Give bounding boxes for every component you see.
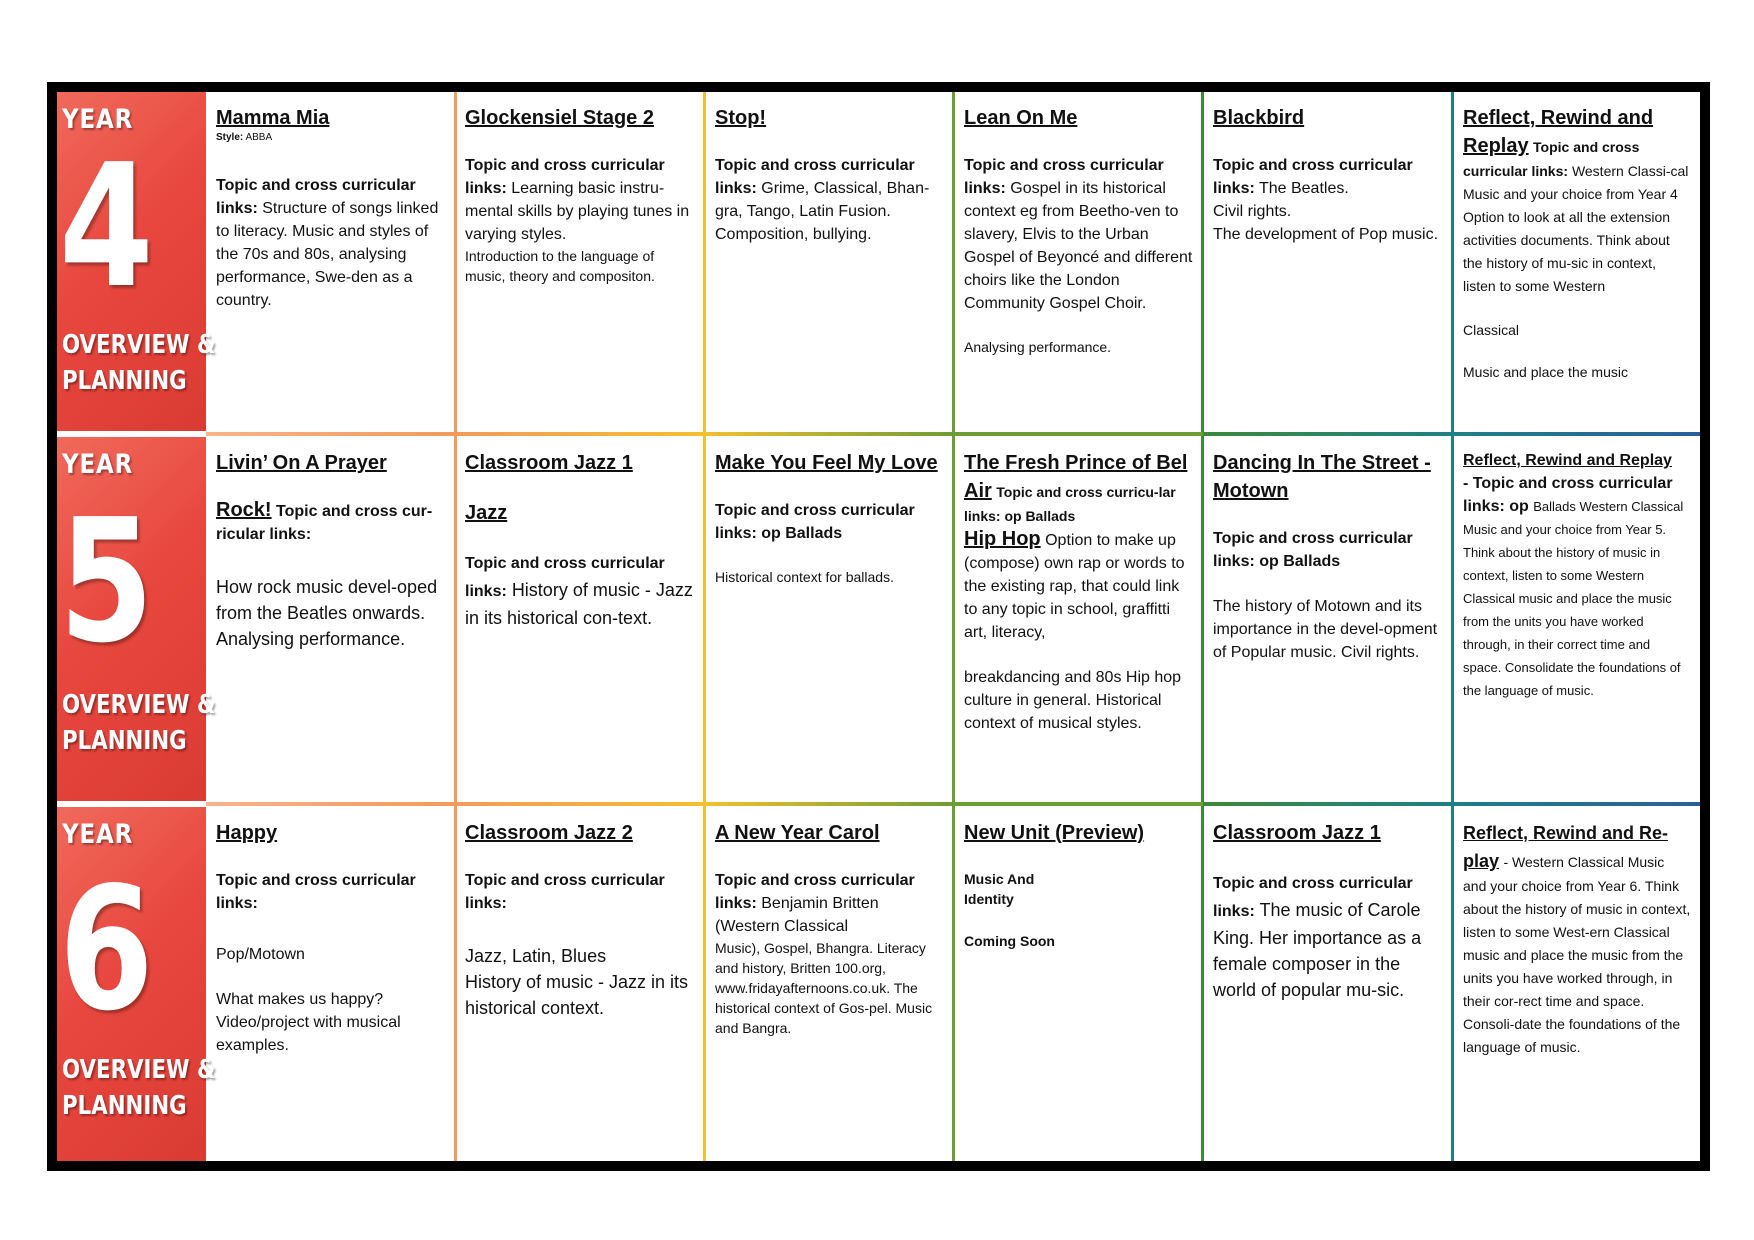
year-5-panel: [57, 437, 216, 801]
unit-cell-new-unit-preview: [954, 807, 1203, 1161]
row-divider-2: [1203, 802, 1453, 806]
unit-title: Dancing In The Street - Motown: [1213, 452, 1431, 502]
unit-cell-classroom-jazz-2: [455, 807, 705, 1161]
overview-planning-label: [62, 1052, 216, 1124]
planning-line: PLANNING: [62, 366, 187, 396]
unit-body: Analysing performance.: [964, 339, 1112, 355]
unit-links: Topic and cross curricular links: History of music - Jazz in its historical con-text.: [465, 555, 693, 628]
unit-title: Livin’ On A Prayer: [216, 452, 387, 474]
overview-line: OVERVIEW &: [62, 1055, 216, 1085]
unit-title: Glockensiel Stage 2: [465, 107, 654, 129]
unit-body: - Western Classical Music and your choice from Year 6. Think about the history of music in context, listen to some West-ern Classical music and place the music from the units you have worked through, in their cor-rect time and space. Consoli-date the foundations of the language of music.: [1463, 854, 1691, 1055]
divider-orange: [454, 92, 457, 1161]
unit-body: How rock music devel-oped from the Beatles onwards. Analysing performance.: [216, 577, 438, 649]
row-divider-2: [206, 802, 455, 806]
unit-cell-happy: [206, 807, 455, 1161]
planning-line: PLANNING: [62, 1091, 187, 1121]
row-divider-1: [954, 432, 1203, 436]
unit-body: Historical context for ballads.: [715, 569, 894, 585]
unit-cell-stop: [705, 92, 954, 431]
year-6-panel: [57, 807, 216, 1161]
unit-body: The development of Pop music.: [1213, 226, 1439, 243]
unit-cell-dancing-in-the-street: [1203, 437, 1453, 801]
unit-title: Reflect, Rewind and Re-play: [1463, 823, 1669, 871]
unit-links: Topic and cross curricular links: Western Classi-cal Music and your choice from Year 4 Option to look at all the extension activities documents. Think about the history of mu-sic in context, listen to some Western: [1463, 139, 1689, 294]
unit-body: Music and place the music: [1463, 364, 1628, 380]
unit-cell-livin-on-a-prayer: [206, 437, 455, 801]
unit-title: Stop!: [715, 107, 767, 129]
unit-body: Ballads Western Classical Music and your choice from Year 5. Think about the history of music in context, listen to some Western Classical music and place the music from the units you have worked through, in their correct time and space. Consolidate the foundations of the language of music.: [1463, 499, 1684, 698]
unit-links: Rock! Topic and cross cur-ricular links:: [216, 499, 433, 543]
year-label: YEAR: [62, 819, 134, 850]
unit-cell-lean-on-me: [954, 92, 1203, 431]
unit-links: Topic and cross curricular links: Structure of songs linked to literacy. Music and styles of the 70s and 80s, analysing performance, Swe-den as a country.: [216, 177, 439, 309]
unit-body: Music), Gospel, Bhangra. Literacy and history, Britten 100.org, www.fridayafternoons.co.uk. The historical context of Gos-pel. Music and Bangra.: [715, 940, 933, 1036]
unit-body: What makes us happy? Video/project with musical examples.: [216, 991, 401, 1054]
row-divider-2: [1453, 802, 1700, 806]
coming-soon-label: Coming Soon: [964, 933, 1055, 949]
unit-links: Topic and cross curricular links: Grime, Classical, Bhan-gra, Tango, Latin Fusion. Composition, bullying.: [715, 157, 930, 243]
unit-body: Introduction to the language of music, theory and compositon.: [465, 248, 655, 284]
unit-body: Jazz, Latin, Blues: [465, 946, 607, 966]
unit-cell-fresh-prince: [954, 437, 1203, 801]
unit-links: Topic and cross curricular links:: [465, 872, 665, 912]
year-label: YEAR: [62, 449, 134, 480]
row-divider-1: [455, 432, 705, 436]
unit-links: Topic and cross curricular links: op Ballads: [1213, 530, 1413, 570]
year-number: 4: [59, 128, 154, 326]
unit-title: New Unit (Preview): [964, 822, 1145, 844]
row-divider-2: [705, 802, 954, 806]
unit-links: Topic and cross curricular links: Learning basic instru-mental skills by playing tunes in varying styles.: [465, 157, 690, 243]
unit-links: Topic and cross curricular links: Benjamin Britten (Western Classical: [715, 872, 915, 935]
divider-teal: [1451, 92, 1454, 1161]
overview-planning-label: [62, 687, 216, 759]
planning-grid: [57, 92, 1700, 1161]
unit-links: - Topic and cross curricular links: op: [1463, 475, 1673, 515]
row-divider-1: [57, 431, 206, 437]
unit-body: culture in general. Historical context of musical styles.: [964, 692, 1162, 732]
unit-body: Music And Identity: [964, 871, 1035, 907]
unit-cell-mamma-mia: [206, 92, 455, 431]
overview-line: OVERVIEW &: [62, 330, 216, 360]
divider-yellow: [703, 92, 706, 1161]
unit-links: Topic and cross curricular links: The Beatles.: [1213, 157, 1413, 197]
unit-body: Civil rights.: [1213, 203, 1292, 220]
unit-links: Topic and cross curricular links:: [216, 872, 416, 912]
year-label: YEAR: [62, 104, 134, 135]
row-divider-2: [455, 802, 705, 806]
unit-cell-classroom-jazz-1-y5: [455, 437, 705, 801]
unit-cell-blackbird: [1203, 92, 1453, 431]
unit-body: Pop/Motown: [216, 946, 305, 963]
row-divider-1: [1203, 432, 1453, 436]
unit-cell-a-new-year-carol: [705, 807, 954, 1161]
divider-green: [952, 92, 955, 1161]
unit-title: Classroom Jazz 1: [465, 452, 633, 474]
row-divider-2: [57, 801, 206, 807]
unit-style: Style: ABBA: [216, 132, 273, 143]
planning-line: PLANNING: [62, 726, 187, 756]
year-number: 6: [59, 851, 154, 1049]
divider-darkgreen: [1201, 92, 1204, 1161]
unit-cell-glockensiel-stage-2: [455, 92, 705, 431]
row-divider-1: [206, 432, 455, 436]
unit-title: Blackbird: [1213, 107, 1305, 129]
row-divider-1: [1453, 432, 1700, 436]
unit-links: Topic and cross curricular links: Gospel in its historical context eg from Beetho-ven to slavery, Elvis to the Urban Gospel of Beyoncé and different choirs like the London Community Gospel Choir.: [964, 157, 1193, 312]
unit-title: Classroom Jazz 1: [1213, 822, 1381, 844]
unit-title: Reflect, Rewind and Replay: [1463, 107, 1654, 157]
unit-title: A New Year Carol: [715, 822, 880, 844]
unit-title: Classroom Jazz 2: [465, 822, 633, 844]
year-4-panel: [57, 92, 216, 431]
unit-links: Topic and cross curricular links: op Ballads: [715, 502, 915, 542]
unit-title: Lean On Me: [964, 107, 1078, 129]
overview-planning-label: [62, 327, 216, 399]
unit-cell-reflect-rewind-replay-y5: [1453, 437, 1700, 801]
planning-frame: [47, 82, 1710, 1171]
year-number: 5: [59, 483, 154, 681]
unit-body: History of music - Jazz in its historical context.: [465, 972, 689, 1018]
unit-body: breakdancing and 80s Hip hop: [964, 669, 1182, 686]
unit-links: Topic and cross curricular links: The music of Carole King. Her importance as a female composer in the world of popular mu-sic.: [1213, 875, 1422, 1000]
unit-title: Mamma Mia: [216, 107, 330, 129]
unit-cell-classroom-jazz-1-y6: [1203, 807, 1453, 1161]
unit-body: Hip Hop Option to make up (compose) own rap or words to the existing rap, that could link to any topic in school, graffitti art, literacy,: [964, 528, 1185, 641]
unit-links: Topic and cross curricu-lar links: op Ballads: [964, 484, 1176, 524]
unit-title: Make You Feel My Love: [715, 452, 938, 474]
row-divider-2: [954, 802, 1203, 806]
unit-cell-reflect-rewind-replay-y6: [1453, 807, 1700, 1161]
overview-line: OVERVIEW &: [62, 690, 216, 720]
unit-title: The Fresh Prince of Bel Air: [964, 452, 1188, 502]
unit-title: Happy: [216, 822, 278, 844]
unit-cell-reflect-rewind-replay-y4: [1453, 92, 1700, 431]
unit-body: The history of Motown and its importance in the devel-opment of Popular music. Civil rights.: [1213, 598, 1438, 661]
unit-subtitle: Jazz: [465, 502, 508, 524]
row-divider-1: [705, 432, 954, 436]
unit-body: Classical: [1463, 322, 1520, 338]
unit-title: Reflect, Rewind and Replay: [1463, 452, 1672, 469]
unit-cell-make-you-feel-my-love: [705, 437, 954, 801]
